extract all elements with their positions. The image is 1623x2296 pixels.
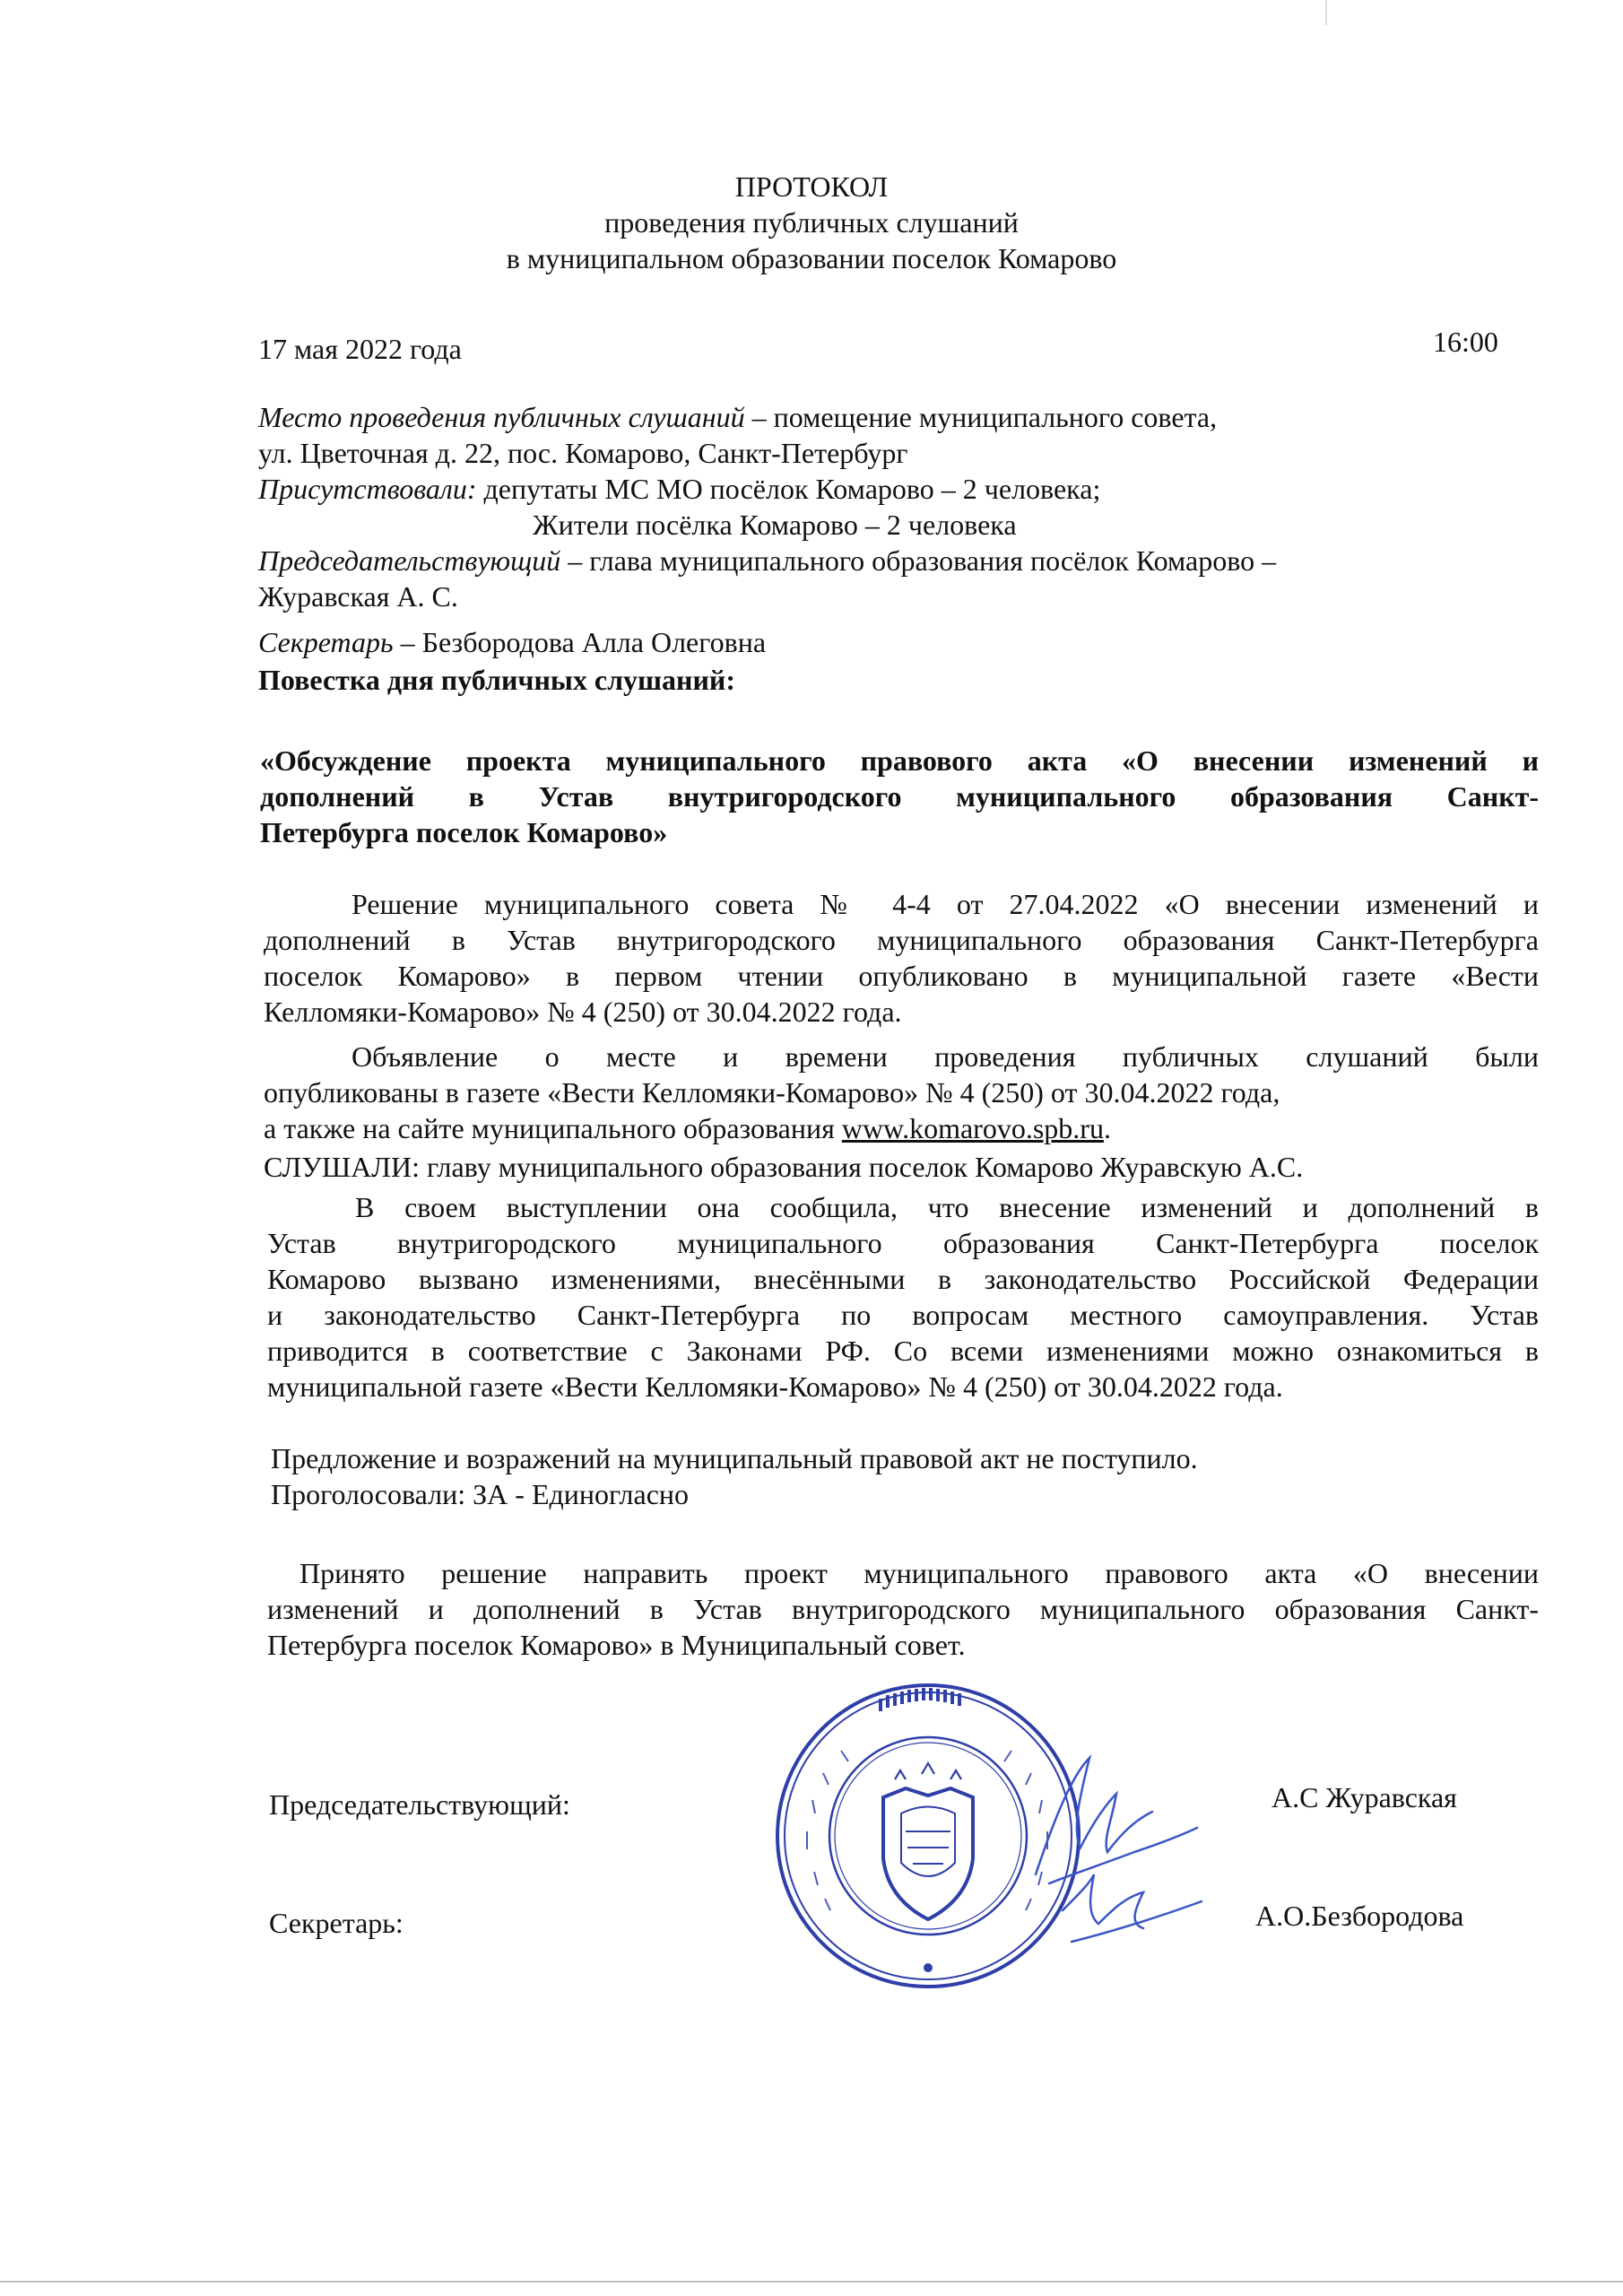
decision-line-3: Петербурга поселок Комарово» в Муниципальный совет. <box>267 1629 966 1661</box>
document-subtitle-2: в муниципальном образовании поселок Комарово <box>506 242 1117 274</box>
paragraph-3-line-6: муниципальной газете «Вести Келломяки-Комарово» № 4 (250) от 30.04.2022 года. <box>267 1370 1283 1403</box>
paragraph-1-line-4: Келломяки-Комарово» № 4 (250) от 30.04.2022 года. <box>264 996 902 1028</box>
chair-signature-label: Председательствующий: <box>269 1788 570 1821</box>
place-value: – помещение муниципального совета, <box>744 401 1218 433</box>
website-link[interactable]: www.komarovo.spb.ru <box>841 1112 1104 1144</box>
paragraph-2-line-3-end: . <box>1103 1112 1111 1144</box>
chair-line <box>258 543 1276 578</box>
agenda-line-3: Петербурга поселок Комарово» <box>260 816 668 848</box>
secretary-label: Секретарь <box>258 626 394 658</box>
chair-signature-name: А.С Журавская <box>1271 1781 1457 1813</box>
agenda-heading: Повестка дня публичных слушаний: <box>258 664 735 696</box>
paragraph-1-line-2: дополнений в Устав внутригородского муниципального образования Санкт-Петербурга <box>264 924 1539 956</box>
paragraph-3-line-5: приводится в соответствие с Законами РФ. Со всеми изменениями можно ознакомиться в <box>267 1335 1539 1367</box>
paragraph-3-line-1: В своем выступлении она сообщила, что внесение изменений и дополнений в <box>355 1191 1539 1223</box>
paragraph-1-line-3: поселок Комарово» в первом чтении опубликовано в муниципальной газете «Вести <box>264 960 1539 992</box>
present-value: депутаты МС МО посёлок Комарово – 2 человека; <box>476 473 1101 505</box>
voted-line: Проголосовали: ЗА - Единогласно <box>271 1478 690 1510</box>
heard-line: СЛУШАЛИ: главу муниципального образования поселок Комарово Журавскую А.С. <box>264 1151 1304 1183</box>
residents-line: Жители посёлка Комарово – 2 человека <box>533 509 1017 541</box>
agenda-line-1: «Обсуждение проекта муниципального правового акта «О внесении изменений и <box>260 744 1539 777</box>
decision-line-2: изменений и дополнений в Устав внутригородского муниципального образования Санкт- <box>267 1593 1539 1625</box>
scan-bottom-edge <box>0 2281 1623 2283</box>
agenda-line-2: дополнений в Устав внутригородского муниципального образования Санкт- <box>260 780 1539 813</box>
paragraph-1-line-1: Решение муниципального совета № 4-4 от 27.04.2022 «О внесении изменений и <box>352 888 1539 920</box>
place-label: Место проведения публичных слушаний <box>258 401 745 433</box>
secretary-signature-name: А.О.Безбородова <box>1255 1900 1464 1932</box>
chair-name-line: Журавская А. С. <box>258 580 458 613</box>
paragraph-3-line-4: и законодательство Санкт-Петербурга по вопросам местного самоуправления. Устав <box>267 1299 1539 1331</box>
paragraph-3-line-3: Комарово вызвано изменениями, внесёнными в законодательство Российской Федерации <box>267 1263 1539 1295</box>
proposals-line: Предложение и возражений на муниципальный правовой акт не поступило. <box>271 1442 1198 1474</box>
place-line <box>258 399 1217 435</box>
present-line <box>258 471 1100 507</box>
present-label: Присутствовали: <box>258 473 477 505</box>
chair-value: – глава муниципального образования посёлок Комарово – <box>560 544 1277 577</box>
decision-line-1: Принято решение направить проект муниципального правового акта «О внесении <box>299 1557 1539 1589</box>
meeting-time: 16:00 <box>1433 326 1498 358</box>
secretary-signature-label: Секретарь: <box>269 1907 404 1939</box>
chair-label: Председательствующий <box>258 544 561 577</box>
paragraph-2-line-3-text: а также на сайте муниципального образования <box>264 1112 842 1144</box>
meeting-date: 17 мая 2022 года <box>258 333 462 365</box>
handwritten-signature <box>1018 1740 1206 1955</box>
document-subtitle-1: проведения публичных слушаний <box>604 206 1019 239</box>
secretary-value: – Безбородова Алла Олеговна <box>393 626 767 658</box>
paragraph-2-line-3 <box>264 1110 1111 1146</box>
paragraph-2-line-1: Объявление о месте и времени проведения публичных слушаний были <box>352 1040 1539 1073</box>
paragraph-3-line-2: Устав внутригородского муниципального образования Санкт-Петербурга поселок <box>267 1227 1539 1259</box>
document-title: ПРОТОКОЛ <box>734 170 889 203</box>
address-line: ул. Цветочная д. 22, пос. Комарово, Санкт-Петербург <box>258 437 908 469</box>
secretary-line <box>258 624 766 660</box>
paragraph-2-line-2: опубликованы в газете «Вести Келломяки-Комарово» № 4 (250) от 30.04.2022 года, <box>264 1076 1280 1109</box>
scan-edge-mark <box>1325 0 1327 25</box>
